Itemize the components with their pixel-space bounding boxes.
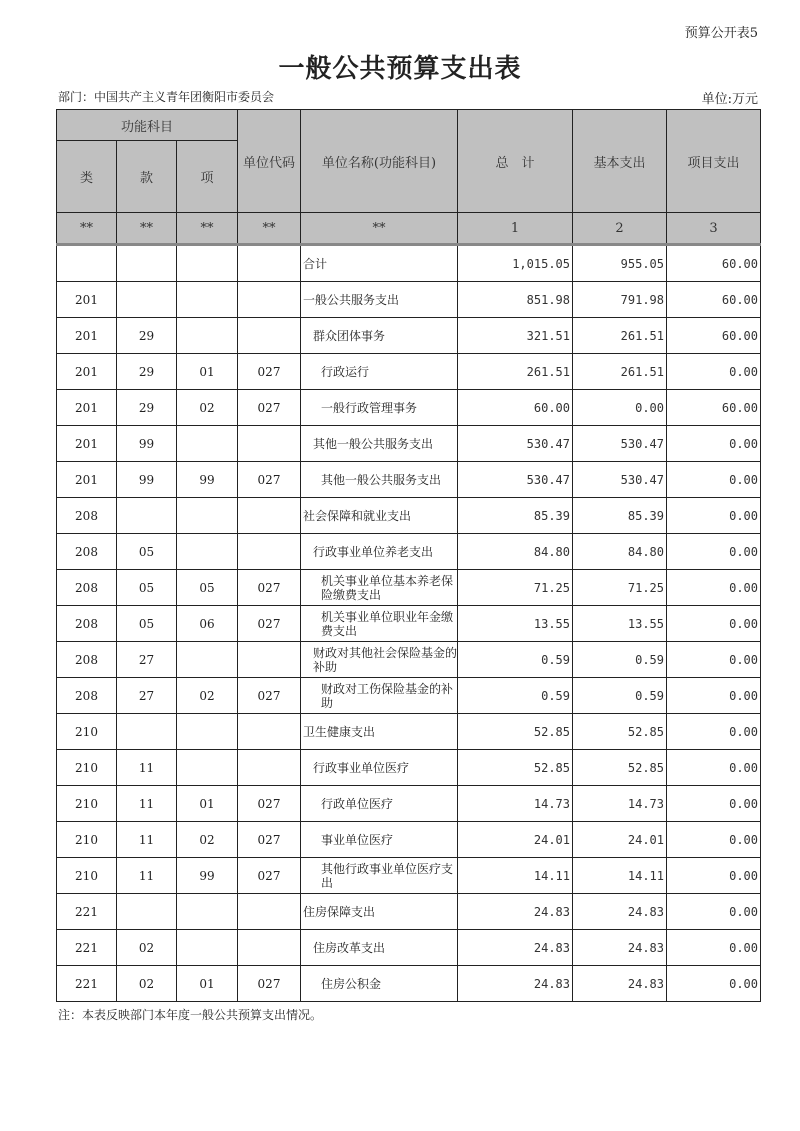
index-cell: **: [177, 213, 238, 245]
table-row: [57, 282, 761, 318]
index-cell: 1: [458, 213, 573, 245]
header-function-category: 功能科目: [57, 110, 238, 141]
cell-unit-name: 机关事业单位职业年金缴费支出: [301, 606, 458, 642]
cell-basic: 261.51: [573, 318, 667, 354]
cell-lei: 221: [57, 966, 117, 1002]
header-lei: 类: [57, 141, 117, 213]
cell-basic: 85.39: [573, 498, 667, 534]
table-row: [57, 318, 761, 354]
cell-unit-name: 一般公共服务支出: [301, 282, 458, 318]
cell-basic: 14.11: [573, 858, 667, 894]
cell-lei: 210: [57, 822, 117, 858]
cell-unit-name: 其他行政事业单位医疗支出: [301, 858, 458, 894]
cell-unit-name: 卫生健康支出: [301, 714, 458, 750]
cell-lei: 208: [57, 570, 117, 606]
cell-basic: 0.00: [573, 390, 667, 426]
cell-total: 14.73: [458, 786, 573, 822]
cell-unit-code: [238, 534, 301, 570]
unit-label: 单位:万元: [701, 92, 758, 107]
header-unit-code: 单位代码: [238, 110, 301, 213]
cell-basic: 0.59: [573, 678, 667, 714]
cell-kuan: 11: [117, 822, 177, 858]
header-project: 项目支出: [667, 110, 761, 213]
cell-total: 14.11: [458, 858, 573, 894]
cell-project: 0.00: [667, 858, 761, 894]
cell-kuan: 05: [117, 534, 177, 570]
cell-xiang: [177, 714, 238, 750]
cell-total: 52.85: [458, 714, 573, 750]
cell-unit-code: 027: [238, 678, 301, 714]
cell-xiang: [177, 282, 238, 318]
cell-kuan: 05: [117, 570, 177, 606]
cell-unit-name: 行政运行: [301, 354, 458, 390]
cell-kuan: [117, 498, 177, 534]
header-unit-name: 单位名称(功能科目): [301, 110, 458, 213]
cell-basic: 24.83: [573, 930, 667, 966]
cell-basic: 84.80: [573, 534, 667, 570]
cell-xiang: [177, 642, 238, 678]
cell-lei: 210: [57, 786, 117, 822]
index-cell: **: [117, 213, 177, 245]
table-row: [57, 714, 761, 750]
cell-xiang: 01: [177, 966, 238, 1002]
cell-lei: 210: [57, 714, 117, 750]
cell-unit-name: 其他一般公共服务支出: [301, 462, 458, 498]
cell-basic: 52.85: [573, 714, 667, 750]
cell-project: 0.00: [667, 678, 761, 714]
cell-total: 0.59: [458, 642, 573, 678]
header-kuan: 款: [117, 141, 177, 213]
cell-project: 0.00: [667, 714, 761, 750]
cell-lei: 208: [57, 534, 117, 570]
table-row: [57, 966, 761, 1002]
cell-xiang: [177, 750, 238, 786]
cell-kuan: 02: [117, 930, 177, 966]
cell-total: 52.85: [458, 750, 573, 786]
cell-project: 60.00: [667, 282, 761, 318]
cell-project: 0.00: [667, 750, 761, 786]
cell-total: 851.98: [458, 282, 573, 318]
cell-project: 0.00: [667, 462, 761, 498]
table-row: [57, 426, 761, 462]
table-row: [57, 354, 761, 390]
cell-project: 60.00: [667, 390, 761, 426]
cell-unit-code: [238, 894, 301, 930]
cell-lei: 201: [57, 282, 117, 318]
cell-unit-name: 行政单位医疗: [301, 786, 458, 822]
cell-basic: 955.05: [573, 245, 667, 282]
cell-kuan: 27: [117, 642, 177, 678]
table-row: [57, 390, 761, 426]
cell-basic: 24.83: [573, 894, 667, 930]
cell-unit-code: [238, 714, 301, 750]
cell-unit-code: [238, 642, 301, 678]
cell-total: 530.47: [458, 426, 573, 462]
cell-xiang: 02: [177, 390, 238, 426]
cell-unit-name: 财政对工伤保险基金的补助: [301, 678, 458, 714]
header-basic: 基本支出: [573, 110, 667, 213]
cell-xiang: 06: [177, 606, 238, 642]
table-row: [57, 750, 761, 786]
cell-unit-code: 027: [238, 570, 301, 606]
table-row: [57, 822, 761, 858]
cell-kuan: 11: [117, 858, 177, 894]
header-xiang: 项: [177, 141, 238, 213]
index-cell: **: [57, 213, 117, 245]
table-row: [57, 462, 761, 498]
cell-unit-code: 027: [238, 390, 301, 426]
cell-unit-name: 住房保障支出: [301, 894, 458, 930]
cell-unit-code: [238, 498, 301, 534]
cell-unit-code: 027: [238, 858, 301, 894]
budget-expenditure-table: [56, 109, 761, 1002]
table-row: [57, 534, 761, 570]
table-row: [57, 786, 761, 822]
cell-unit-code: 027: [238, 966, 301, 1002]
cell-xiang: [177, 245, 238, 282]
table-row: [57, 678, 761, 714]
cell-project: 0.00: [667, 426, 761, 462]
cell-kuan: 02: [117, 966, 177, 1002]
cell-total: 24.83: [458, 930, 573, 966]
cell-kuan: 99: [117, 462, 177, 498]
cell-unit-code: [238, 282, 301, 318]
cell-xiang: 99: [177, 462, 238, 498]
cell-lei: [57, 245, 117, 282]
cell-kuan: [117, 245, 177, 282]
cell-kuan: 05: [117, 606, 177, 642]
cell-project: 0.00: [667, 822, 761, 858]
cell-lei: 201: [57, 354, 117, 390]
cell-lei: 210: [57, 858, 117, 894]
cell-kuan: [117, 894, 177, 930]
cell-unit-code: [238, 750, 301, 786]
cell-project: 0.00: [667, 498, 761, 534]
cell-unit-name: 行政事业单位医疗: [301, 750, 458, 786]
cell-unit-name: 群众团体事务: [301, 318, 458, 354]
cell-lei: 201: [57, 426, 117, 462]
cell-project: 0.00: [667, 570, 761, 606]
cell-unit-name: 其他一般公共服务支出: [301, 426, 458, 462]
index-row: [57, 213, 761, 245]
cell-basic: 530.47: [573, 462, 667, 498]
table-row: [57, 498, 761, 534]
cell-basic: 24.01: [573, 822, 667, 858]
cell-total: 24.01: [458, 822, 573, 858]
cell-total: 24.83: [458, 894, 573, 930]
cell-project: 0.00: [667, 642, 761, 678]
cell-total: 530.47: [458, 462, 573, 498]
cell-lei: 201: [57, 318, 117, 354]
cell-project: 0.00: [667, 930, 761, 966]
table-row: [57, 858, 761, 894]
cell-total: 84.80: [458, 534, 573, 570]
table-row: [57, 606, 761, 642]
cell-basic: 24.83: [573, 966, 667, 1002]
cell-lei: 208: [57, 498, 117, 534]
cell-xiang: [177, 318, 238, 354]
cell-lei: 208: [57, 606, 117, 642]
department-label: 部门：中国共产主义青年团衡阳市委员会: [58, 90, 275, 104]
footnote: 注：本表反映部门本年度一般公共预算支出情况。: [58, 1008, 323, 1022]
table-row: [57, 245, 761, 282]
cell-xiang: 01: [177, 354, 238, 390]
index-cell: **: [301, 213, 458, 245]
cell-basic: 13.55: [573, 606, 667, 642]
cell-kuan: [117, 282, 177, 318]
cell-total: 24.83: [458, 966, 573, 1002]
index-cell: 3: [667, 213, 761, 245]
cell-project: 0.00: [667, 354, 761, 390]
cell-kuan: 11: [117, 750, 177, 786]
cell-total: 71.25: [458, 570, 573, 606]
cell-unit-name: 行政事业单位养老支出: [301, 534, 458, 570]
cell-total: 261.51: [458, 354, 573, 390]
cell-unit-code: [238, 930, 301, 966]
header-total: 总 计: [458, 110, 573, 213]
cell-total: 13.55: [458, 606, 573, 642]
cell-unit-name: 一般行政管理事务: [301, 390, 458, 426]
cell-lei: 201: [57, 390, 117, 426]
cell-kuan: 29: [117, 318, 177, 354]
cell-unit-name: 事业单位医疗: [301, 822, 458, 858]
cell-xiang: [177, 894, 238, 930]
table-row: [57, 570, 761, 606]
cell-lei: 221: [57, 894, 117, 930]
cell-lei: 208: [57, 678, 117, 714]
cell-unit-name: 合计: [301, 245, 458, 282]
table-row: [57, 930, 761, 966]
cell-unit-name: 财政对其他社会保险基金的补助: [301, 642, 458, 678]
form-number: 预算公开表5: [684, 26, 758, 41]
cell-unit-code: 027: [238, 606, 301, 642]
cell-unit-code: [238, 245, 301, 282]
cell-kuan: 99: [117, 426, 177, 462]
cell-kuan: 29: [117, 354, 177, 390]
cell-project: 0.00: [667, 966, 761, 1002]
table-row: [57, 642, 761, 678]
cell-project: 0.00: [667, 606, 761, 642]
cell-kuan: 29: [117, 390, 177, 426]
cell-project: 0.00: [667, 894, 761, 930]
cell-unit-code: 027: [238, 822, 301, 858]
index-cell: 2: [573, 213, 667, 245]
cell-unit-code: 027: [238, 354, 301, 390]
cell-unit-name: 社会保障和就业支出: [301, 498, 458, 534]
cell-xiang: [177, 930, 238, 966]
cell-basic: 71.25: [573, 570, 667, 606]
cell-total: 321.51: [458, 318, 573, 354]
cell-project: 60.00: [667, 318, 761, 354]
cell-xiang: 99: [177, 858, 238, 894]
cell-unit-name: 机关事业单位基本养老保险缴费支出: [301, 570, 458, 606]
cell-kuan: 11: [117, 786, 177, 822]
cell-lei: 221: [57, 930, 117, 966]
cell-total: 0.59: [458, 678, 573, 714]
table-row: [57, 894, 761, 930]
cell-kuan: 27: [117, 678, 177, 714]
cell-xiang: [177, 498, 238, 534]
cell-unit-code: 027: [238, 462, 301, 498]
cell-project: 0.00: [667, 786, 761, 822]
index-cell: **: [238, 213, 301, 245]
cell-xiang: [177, 534, 238, 570]
cell-basic: 261.51: [573, 354, 667, 390]
cell-xiang: 05: [177, 570, 238, 606]
cell-lei: 208: [57, 642, 117, 678]
cell-unit-code: 027: [238, 786, 301, 822]
cell-xiang: [177, 426, 238, 462]
table-body: [57, 245, 761, 1002]
cell-lei: 201: [57, 462, 117, 498]
cell-basic: 14.73: [573, 786, 667, 822]
cell-basic: 530.47: [573, 426, 667, 462]
cell-total: 1,015.05: [458, 245, 573, 282]
cell-project: 0.00: [667, 534, 761, 570]
cell-unit-code: [238, 426, 301, 462]
cell-total: 85.39: [458, 498, 573, 534]
cell-basic: 52.85: [573, 750, 667, 786]
cell-unit-name: 住房公积金: [301, 966, 458, 1002]
cell-kuan: [117, 714, 177, 750]
page-title: 一般公共预算支出表: [278, 54, 522, 84]
cell-project: 60.00: [667, 245, 761, 282]
cell-unit-name: 住房改革支出: [301, 930, 458, 966]
cell-xiang: 02: [177, 678, 238, 714]
cell-xiang: 02: [177, 822, 238, 858]
cell-basic: 0.59: [573, 642, 667, 678]
cell-xiang: 01: [177, 786, 238, 822]
cell-total: 60.00: [458, 390, 573, 426]
cell-basic: 791.98: [573, 282, 667, 318]
cell-unit-code: [238, 318, 301, 354]
cell-lei: 210: [57, 750, 117, 786]
